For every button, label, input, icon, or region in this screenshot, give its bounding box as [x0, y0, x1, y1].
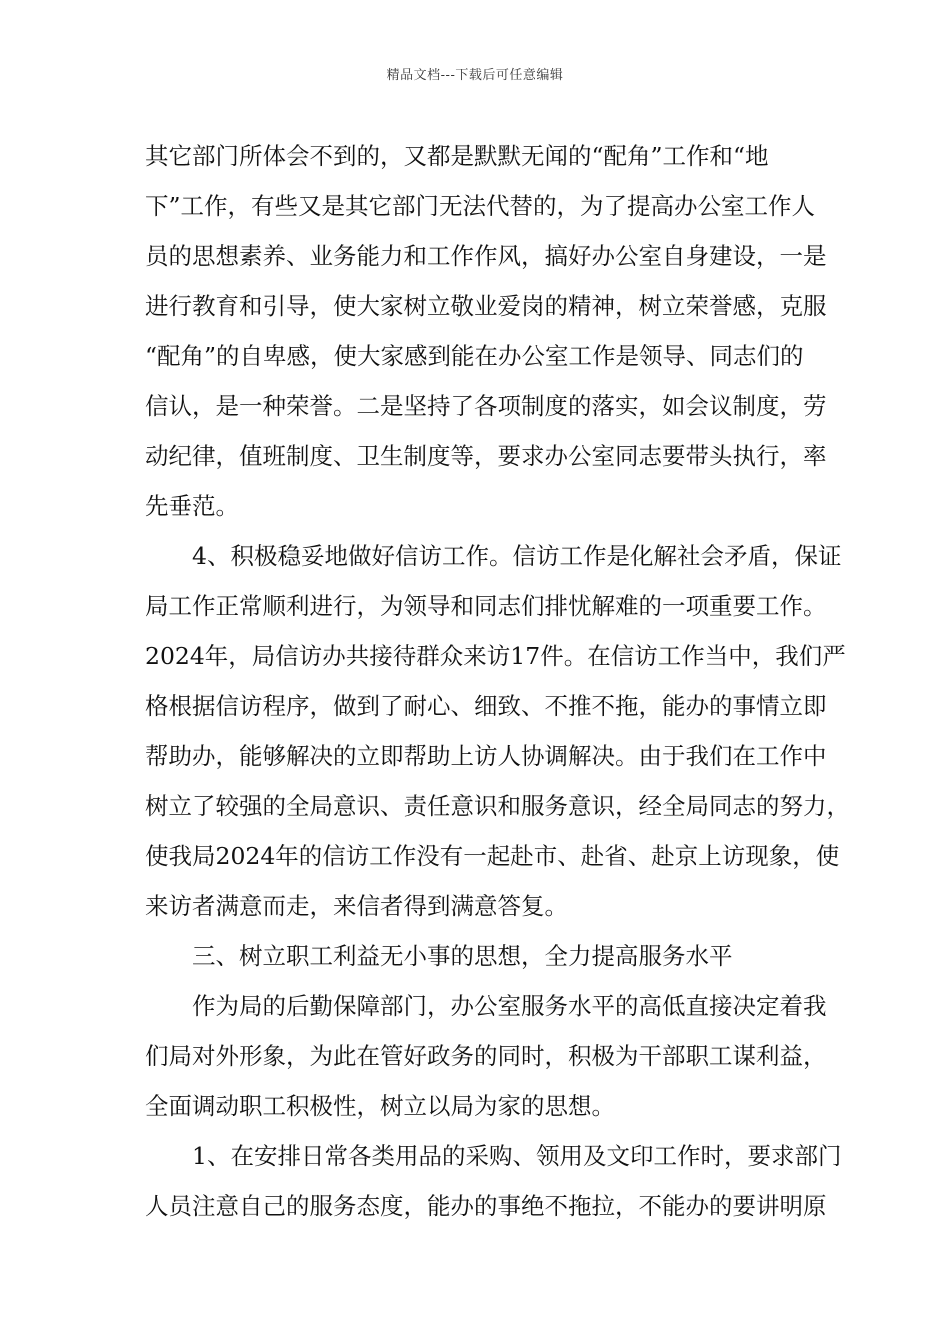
text-line: 信认，是一种荣誉。二是坚持了各项制度的落实，如会议制度，劳: [145, 392, 827, 420]
text-line: 人员注意自己的服务态度，能办的事绝不拖拉，不能办的要讲明原: [145, 1192, 827, 1220]
text-line: 其它部门所体会不到的，又都是默默无闻的“配角”工作和“地: [145, 142, 769, 170]
text-line: 们局对外形象，为此在管好政务的同时，积极为干部职工谋利益，: [145, 1042, 827, 1070]
text-line: 帮助办，能够解决的立即帮助上访人协调解决。由于我们在工作中: [145, 742, 827, 770]
page-header: 精品文档---下载后可任意编辑: [386, 68, 564, 83]
text-line: 来访者满意而走，来信者得到满意答复。: [145, 892, 568, 920]
text-line: 动纪律，值班制度、卫生制度等，要求办公室同志要带头执行，率: [145, 442, 827, 470]
paragraph-start-line: 作为局的后勤保障部门，办公室服务水平的高低直接决定着我: [192, 992, 827, 1020]
paragraph-start-line: 4、积极稳妥地做好信访工作。信访工作是化解社会矛盾，保证: [192, 542, 842, 570]
text-line: “配角”的自卑感，使大家感到能在办公室工作是领导、同志们的: [145, 342, 804, 370]
text-line: 树立了较强的全局意识、责任意识和服务意识，经全局同志的努力，: [145, 792, 850, 820]
text-line: 员的思想素养、业务能力和工作作风，搞好办公室自身建设，一是: [145, 242, 827, 270]
text-line: 先垂范。: [145, 492, 239, 520]
text-line: 下”工作，有些又是其它部门无法代替的，为了提高办公室工作人: [145, 192, 816, 220]
paragraph-start-line: 1、在安排日常各类用品的采购、领用及文印工作时，要求部门: [192, 1142, 842, 1170]
text-line: 2024年，局信访办共接待群众来访17件。在信访工作当中，我们严: [145, 642, 846, 670]
text-line: 进行教育和引导，使大家树立敬业爱岗的精神，树立荣誉感，克服: [145, 292, 827, 320]
section-heading: 三、树立职工利益无小事的思想，全力提高服务水平: [192, 942, 733, 970]
text-line: 使我局2024年的信访工作没有一起赴市、赴省、赴京上访现象，使: [145, 842, 840, 870]
document-body: [145, 131, 850, 1231]
text-line: 局工作正常顺利进行，为领导和同志们排忧解难的一项重要工作。: [145, 592, 827, 620]
text-line: 格根据信访程序，做到了耐心、细致、不推不拖，能办的事情立即: [145, 692, 827, 720]
text-line: 全面调动职工积极性，树立以局为家的思想。: [145, 1092, 615, 1120]
